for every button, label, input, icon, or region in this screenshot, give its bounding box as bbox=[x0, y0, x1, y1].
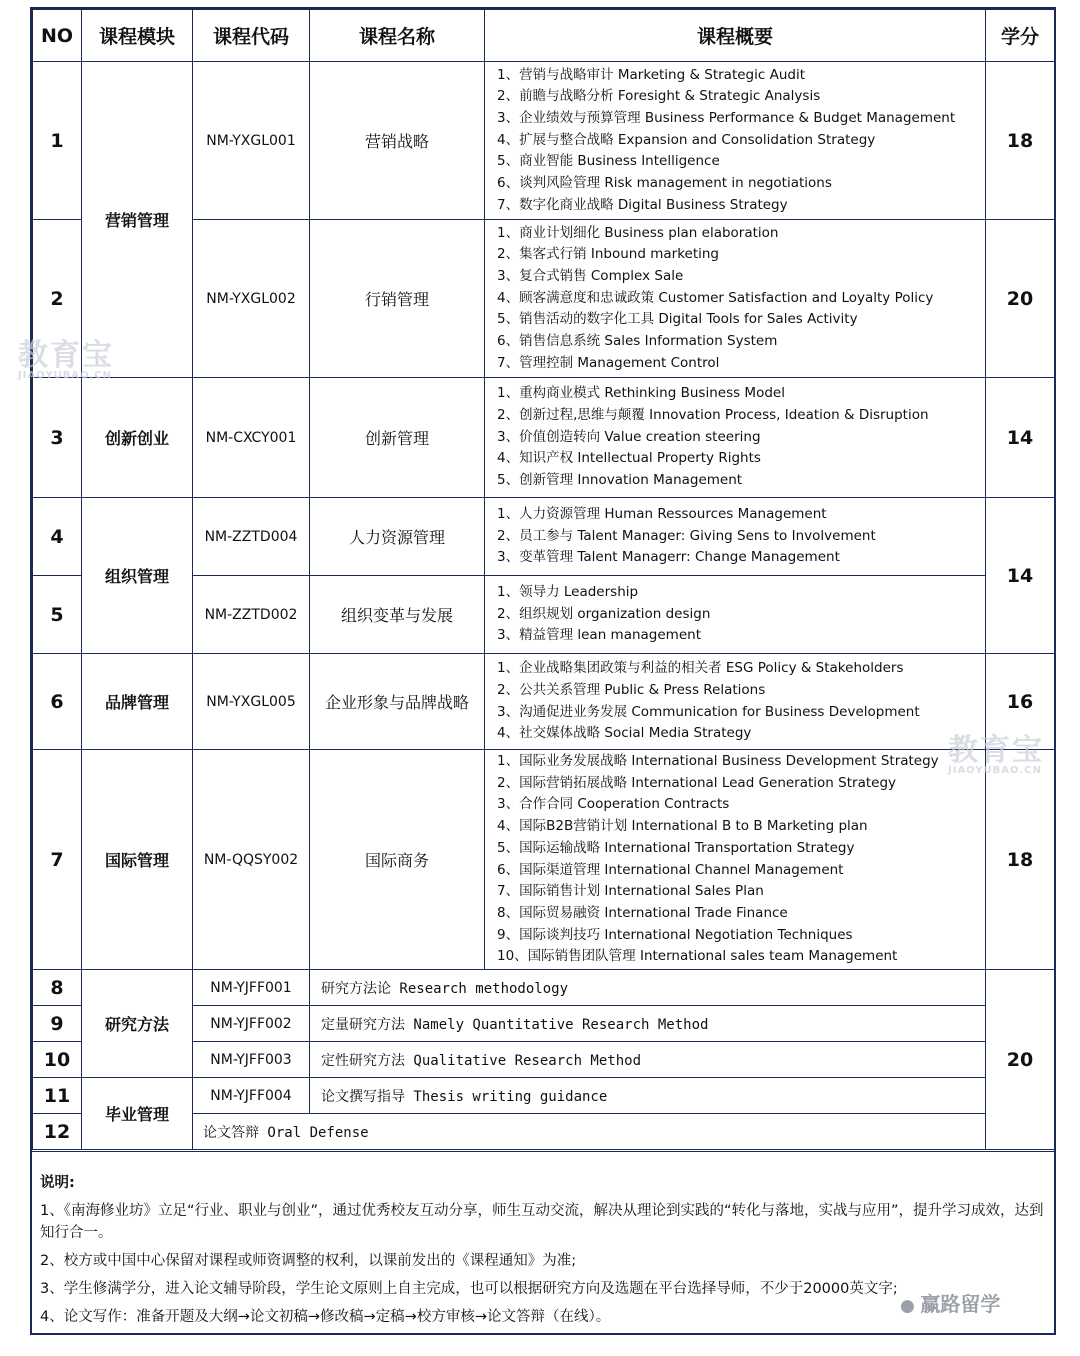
course-name: 企业形象与品牌战略 bbox=[310, 654, 485, 750]
course-code: NM-ZZTD004 bbox=[193, 498, 310, 576]
credit-cell: 14 bbox=[986, 498, 1055, 654]
course-code: NM-YJFF003 bbox=[193, 1042, 310, 1078]
course-name: 国际商务 bbox=[310, 750, 485, 970]
summary-item: 3、沟通促进业务发展 Communication for Business Development bbox=[497, 703, 920, 720]
course-summary bbox=[485, 378, 986, 498]
summary-item: 2、组织规划 organization design bbox=[497, 605, 711, 622]
header-module: 课程模块 bbox=[82, 10, 193, 62]
course-code: NM-YJFF002 bbox=[193, 1006, 310, 1042]
course-code: NM-YXGL001 bbox=[193, 62, 310, 220]
row-number: 12 bbox=[33, 1114, 82, 1150]
summary-item: 4、社交媒体战略 Social Media Strategy bbox=[497, 725, 752, 742]
credit-cell: 14 bbox=[986, 378, 1055, 498]
row-number: 9 bbox=[33, 1006, 82, 1042]
course-summary bbox=[485, 220, 986, 378]
summary-item: 1、国际业务发展战略 International Business Development Strategy bbox=[497, 752, 939, 769]
summary-item: 1、营销与战略审计 Marketing & Strategic Audit bbox=[497, 66, 805, 83]
watermark-brand: 教育宝 bbox=[18, 338, 114, 373]
module-cell: 毕业管理 bbox=[82, 1078, 193, 1150]
course-name: 论文撰写指导 Thesis writing guidance bbox=[310, 1078, 986, 1114]
summary-item: 2、国际营销拓展战略 International Lead Generation Strategy bbox=[497, 774, 897, 791]
course-name: 组织变革与发展 bbox=[310, 576, 485, 654]
module-cell: 国际管理 bbox=[82, 750, 193, 970]
module-cell: 营销管理 bbox=[82, 62, 193, 378]
summary-item: 2、公共关系管理 Public & Press Relations bbox=[497, 681, 766, 698]
course-name: 创新管理 bbox=[310, 378, 485, 498]
watermark-logo bbox=[18, 330, 114, 381]
course-summary bbox=[485, 576, 986, 654]
summary-item: 7、管理控制 Management Control bbox=[497, 354, 720, 371]
signature-watermark bbox=[900, 1288, 1000, 1317]
course-name: 论文答辩 Oral Defense bbox=[193, 1114, 986, 1150]
row-number: 4 bbox=[33, 498, 82, 576]
summary-item: 3、变革管理 Talent Managerr: Change Management bbox=[497, 549, 840, 566]
signature-text: 赢路留学 bbox=[920, 1292, 1001, 1316]
course-summary bbox=[485, 498, 986, 576]
row-number: 10 bbox=[33, 1042, 82, 1078]
summary-item: 7、数字化商业战略 Digital Business Strategy bbox=[497, 196, 788, 213]
credit-cell: 16 bbox=[986, 654, 1055, 750]
summary-item: 7、国际销售计划 International Sales Plan bbox=[497, 883, 764, 900]
credit-cell: 20 bbox=[986, 970, 1055, 1150]
summary-item: 3、复合式销售 Complex Sale bbox=[497, 267, 684, 284]
summary-item: 1、重构商业模式 Rethinking Business Model bbox=[497, 385, 785, 402]
credit-cell: 20 bbox=[986, 220, 1055, 378]
module-cell: 组织管理 bbox=[82, 498, 193, 654]
table-row bbox=[33, 970, 1055, 1006]
note-line: 3、学生修满学分，进入论文辅导阶段，学生论文原则上自主完成，也可以根据研究方向及选题在平台选择导师，不少于20000英文字; bbox=[40, 1281, 898, 1297]
course-summary bbox=[485, 62, 986, 220]
summary-item: 5、创新管理 Innovation Management bbox=[497, 472, 743, 489]
course-name: 行销管理 bbox=[310, 220, 485, 378]
note-line: 2、校方或中国中心保留对课程或师资调整的权利，以课前发出的《课程通知》为准; bbox=[40, 1253, 577, 1269]
note-line: 4、论文写作：准备开题及大纲→论文初稿→修改稿→定稿→校方审核→论文答辩（在线）。 bbox=[40, 1309, 611, 1325]
header-credit: 学分 bbox=[986, 10, 1055, 62]
wechat-icon: ● bbox=[900, 1296, 915, 1316]
header-code: 课程代码 bbox=[193, 10, 310, 62]
header-summary: 课程概要 bbox=[485, 10, 986, 62]
curriculum-sheet bbox=[30, 7, 1056, 1335]
module-cell: 研究方法 bbox=[82, 970, 193, 1078]
course-summary bbox=[485, 654, 986, 750]
summary-item: 2、员工参与 Talent Manager: Giving Sens to Involvement bbox=[497, 527, 876, 544]
course-name: 营销战略 bbox=[310, 62, 485, 220]
watermark-domain: JIAOYUBAO.CN bbox=[18, 370, 112, 381]
summary-item: 8、国际贸易融资 International Trade Finance bbox=[497, 904, 788, 921]
row-number: 11 bbox=[33, 1078, 82, 1114]
course-code: NM-YXGL005 bbox=[193, 654, 310, 750]
course-name: 定量研究方法 Namely Quantitative Research Method bbox=[310, 1006, 986, 1042]
header-no: NO bbox=[33, 10, 82, 62]
header-name: 课程名称 bbox=[310, 10, 485, 62]
summary-item: 10、国际销售团队管理 International sales team Management bbox=[497, 948, 898, 965]
course-code: NM-YJFF001 bbox=[193, 970, 310, 1006]
watermark-domain: JIAOYUBAO.CN bbox=[948, 765, 1042, 776]
row-number: 8 bbox=[33, 970, 82, 1006]
summary-item: 6、谈判风险管理 Risk management in negotiations bbox=[497, 175, 832, 192]
summary-item: 3、合作合同 Cooperation Contracts bbox=[497, 796, 730, 813]
summary-item: 5、国际运输战略 International Transportation Strategy bbox=[497, 839, 855, 856]
summary-item: 6、销售信息系统 Sales Information System bbox=[497, 333, 778, 350]
summary-item: 2、集客式行销 Inbound marketing bbox=[497, 246, 720, 263]
summary-item: 3、精益管理 lean management bbox=[497, 627, 701, 644]
course-name: 定性研究方法 Qualitative Research Method bbox=[310, 1042, 986, 1078]
curriculum-table bbox=[32, 9, 1055, 1150]
module-cell: 创新创业 bbox=[82, 378, 193, 498]
credit-cell: 18 bbox=[986, 750, 1055, 970]
summary-item: 3、价值创造转向 Value creation steering bbox=[497, 428, 761, 445]
course-code: NM-YJFF004 bbox=[193, 1078, 310, 1114]
summary-item: 4、顾客满意度和忠诚政策 Customer Satisfaction and Loyalty Policy bbox=[497, 289, 934, 306]
table-row bbox=[33, 62, 1055, 220]
table-row bbox=[33, 750, 1055, 970]
row-number: 6 bbox=[33, 654, 82, 750]
watermark-brand: 教育宝 bbox=[948, 733, 1044, 768]
summary-item: 4、扩展与整合战略 Expansion and Consolidation Strategy bbox=[497, 131, 876, 148]
summary-item: 4、知识产权 Intellectual Property Rights bbox=[497, 450, 761, 467]
course-name: 人力资源管理 bbox=[310, 498, 485, 576]
row-number: 2 bbox=[33, 220, 82, 378]
course-code: NM-YXGL002 bbox=[193, 220, 310, 378]
module-cell: 品牌管理 bbox=[82, 654, 193, 750]
summary-item: 2、创新过程,思维与颠覆 Innovation Process, Ideation & Disruption bbox=[497, 406, 929, 423]
row-number: 3 bbox=[33, 378, 82, 498]
summary-item: 6、国际渠道管理 International Channel Management bbox=[497, 861, 844, 878]
note-line: 1、《南海修业坊》立足“行业、职业与创业”，通过优秀校友互动分享，师生互动交流，解决从理论到实践的“转化与落地，实战与应用”，提升学习成效，达到知行合一。 bbox=[40, 1203, 1044, 1241]
summary-item: 4、国际B2B营销计划 International B to B Marketing plan bbox=[497, 818, 868, 835]
course-summary bbox=[485, 750, 986, 970]
summary-item: 1、企业战略集团政策与利益的相关者 ESG Policy & Stakeholders bbox=[497, 660, 904, 677]
row-number: 5 bbox=[33, 576, 82, 654]
watermark-logo bbox=[948, 725, 1044, 776]
row-number: 1 bbox=[33, 62, 82, 220]
summary-item: 3、企业绩效与预算管理 Business Performance & Budget Management bbox=[497, 109, 956, 126]
summary-item: 1、商业计划细化 Business plan elaboration bbox=[497, 224, 779, 241]
table-row bbox=[33, 1078, 1055, 1114]
summary-item: 1、人力资源管理 Human Ressources Management bbox=[497, 505, 827, 522]
notes-title: 说明: bbox=[40, 1175, 75, 1191]
summary-item: 9、国际谈判技巧 International Negotiation Techniques bbox=[497, 926, 853, 943]
header-row bbox=[33, 10, 1055, 62]
table-row bbox=[33, 654, 1055, 750]
summary-item: 5、商业智能 Business Intelligence bbox=[497, 153, 720, 170]
row-number: 7 bbox=[33, 750, 82, 970]
course-code: NM-CXCY001 bbox=[193, 378, 310, 498]
summary-item: 1、领导力 Leadership bbox=[497, 583, 639, 600]
course-code: NM-QQSY002 bbox=[193, 750, 310, 970]
credit-cell: 18 bbox=[986, 62, 1055, 220]
summary-item: 5、销售活动的数字化工具 Digital Tools for Sales Activity bbox=[497, 311, 858, 328]
summary-item: 2、前瞻与战略分析 Foresight & Strategic Analysis bbox=[497, 88, 821, 105]
course-code: NM-ZZTD002 bbox=[193, 576, 310, 654]
table-row bbox=[33, 378, 1055, 498]
course-name: 研究方法论 Research methodology bbox=[310, 970, 986, 1006]
table-row bbox=[33, 498, 1055, 576]
